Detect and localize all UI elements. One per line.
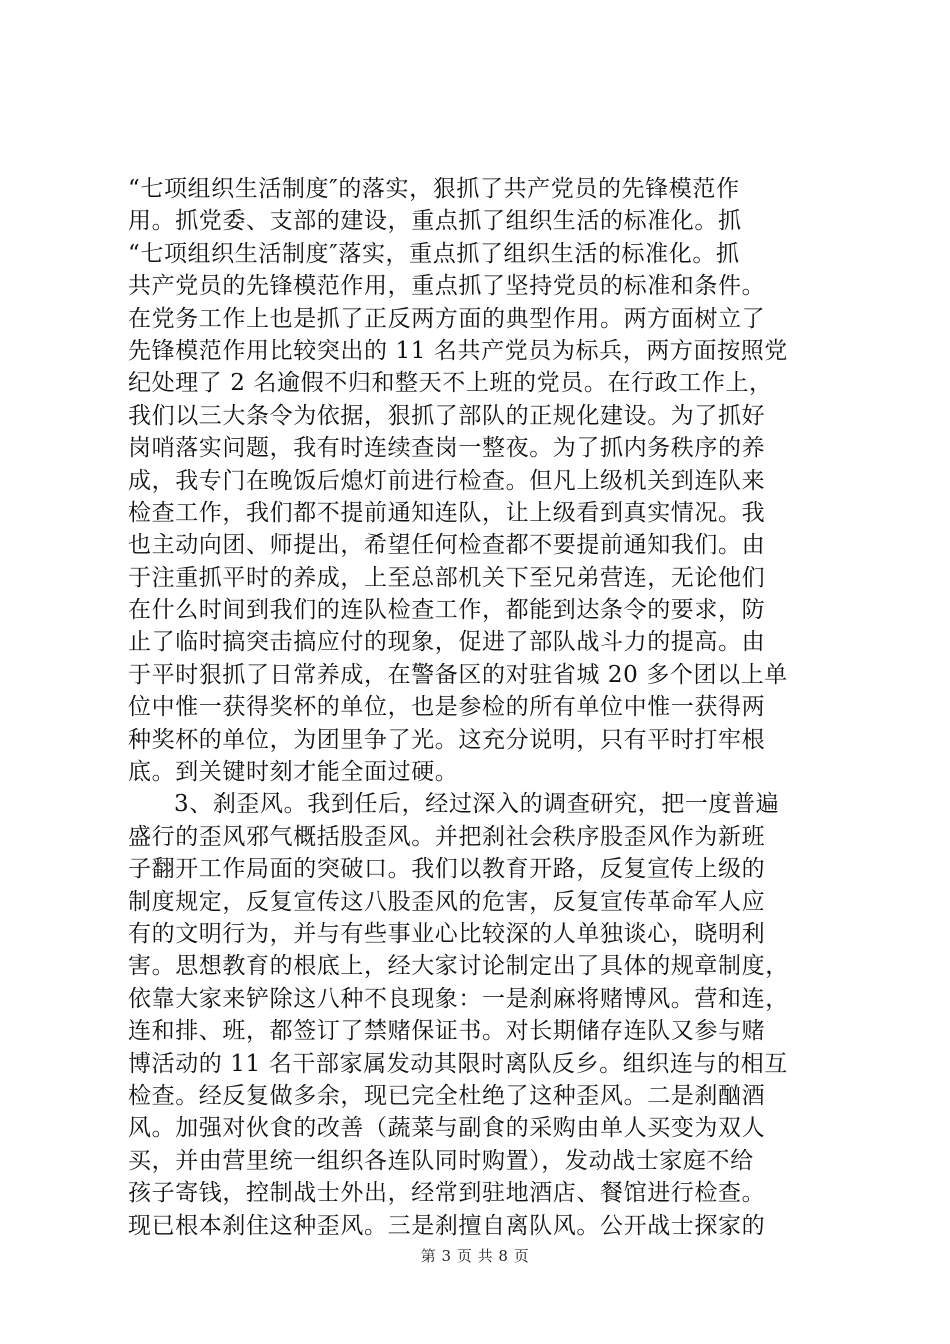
text-line: 盛行的歪风邪气概括股歪风。并把刹社会秩序股歪风作为新班 bbox=[128, 823, 766, 850]
text-line: 买，并由营里统一组织各连队同时购置），发动战士家庭不给 bbox=[128, 1147, 754, 1174]
text-line: 也主动向团、师提出，希望任何检查都不要提前通知我们。由 bbox=[128, 532, 766, 559]
text-line: 在什么时间到我们的连队检查工作，都能到达条令的要求，防 bbox=[128, 597, 766, 624]
text-line: 子翻开工作局面的突破口。我们以教育开路，反复宣传上级的 bbox=[128, 856, 766, 883]
text-line: 检查。经反复做多余，现已完全杜绝了这种歪风。二是刹酗酒 bbox=[128, 1082, 766, 1109]
text-line: 成，我专门在晚饭后熄灯前进行检查。但凡上级机关到连队来 bbox=[128, 467, 766, 494]
text-line: 依靠大家来铲除这八种不良现象：一是刹麻将赌博风。营和连， bbox=[128, 985, 789, 1012]
text-line: 现已根本刹住这种歪风。三是刹擅自离队风。公开战士探家的 bbox=[128, 1212, 766, 1239]
text-line: 底。到关键时刻才能全面过硬。 bbox=[128, 759, 459, 786]
text-line: 我们以三大条令为依据，狠抓了部队的正规化建设。为了抓好 bbox=[128, 402, 766, 429]
text-line: 孩子寄钱，控制战士外出，经常到驻地酒店、餐馆进行检查。 bbox=[128, 1180, 766, 1207]
text-line: 于注重抓平时的养成，上至总部机关下至兄弟营连，无论他们 bbox=[128, 564, 766, 591]
page-number-footer: 第 3 页 共 8 页 bbox=[420, 1247, 530, 1265]
text-line: 止了临时搞突击搞应付的现象，促进了部队战斗力的提高。由 bbox=[128, 629, 766, 656]
text-line: 纪处理了 2 名逾假不归和整天不上班的党员。在行政工作上， bbox=[128, 370, 773, 397]
text-line: 在党务工作上也是抓了正反两方面的典型作用。两方面树立了 bbox=[128, 305, 766, 332]
text-line: “七项组织生活制度″的落实，狠抓了共产党员的先锋模范作 bbox=[128, 176, 740, 202]
paragraph-start-line: 3、刹歪风。我到任后，经过深入的调查研究，把一度普遍 bbox=[174, 791, 780, 818]
text-line: 岗哨落实问题，我有时连续查岗一整夜。为了抓内务秩序的养 bbox=[128, 435, 766, 462]
text-line: 连和排、班，都签订了禁赌保证书。对长期储存连队又参与赌 bbox=[128, 1018, 766, 1045]
text-line: 制度规定，反复宣传这八股歪风的危害，反复宣传革命军人应 bbox=[128, 888, 766, 915]
text-line: 风。加强对伙食的改善（蔬菜与副食的采购由单人买变为双人 bbox=[128, 1115, 766, 1142]
text-line: 于平时狠抓了日常养成，在警备区的对驻省城 20 多个团以上单 bbox=[128, 661, 788, 688]
text-line: “七项组织生活制度″落实，重点抓了组织生活的标准化。抓 bbox=[128, 240, 740, 267]
text-line: 共产党员的先锋模范作用，重点抓了坚持党员的标准和条件。 bbox=[128, 273, 766, 300]
text-line: 位中惟一获得奖杯的单位，也是参检的所有单位中惟一获得两 bbox=[128, 694, 766, 721]
text-line: 有的文明行为，并与有些事业心比较深的人单独谈心，晓明利 bbox=[128, 920, 766, 947]
text-line: 用。抓党委、支部的建设，重点抓了组织生活的标准化。抓 bbox=[128, 208, 742, 235]
document-body bbox=[128, 173, 828, 1242]
text-line: 先锋模范作用比较突出的 11 名共产党员为标兵，两方面按照党 bbox=[128, 337, 788, 364]
text-line: 害。思想教育的根底上，经大家讨论制定出了具体的规章制度， bbox=[128, 953, 789, 980]
text-line: 博活动的 11 名干部家属发动其限时离队反乡。组织连与的相互 bbox=[128, 1050, 788, 1077]
text-line: 检查工作，我们都不提前通知连队，让上级看到真实情况。我 bbox=[128, 499, 766, 526]
text-line: 种奖杯的单位，为团里争了光。这充分说明，只有平时打牢根 bbox=[128, 726, 766, 753]
